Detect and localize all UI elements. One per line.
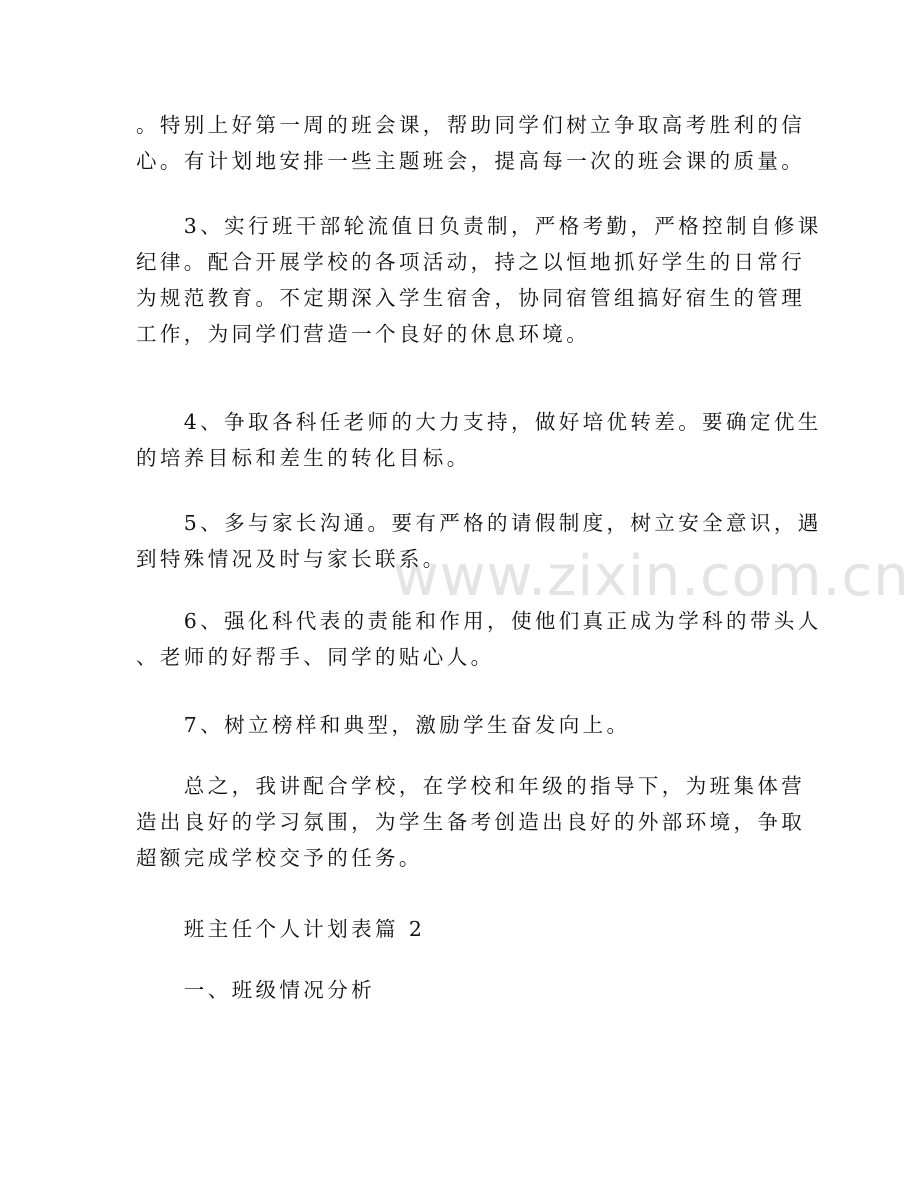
- paragraph-item-3: [136, 208, 822, 352]
- paragraph-item-7: [136, 707, 788, 743]
- text-line: 6、强化科代表的责能和作用，使他们真正成为学科的带头人: [136, 609, 822, 633]
- text-line: 、老师的好帮手、同学的贴心人。: [136, 645, 495, 669]
- text-line: 造出良好的学习氛围，为学生备考创造出良好的外部环境，争取: [136, 810, 806, 834]
- watermark: www.zixin.com.cn: [393, 544, 910, 609]
- text-line: 到特殊情况及时与家长联系。: [136, 547, 447, 571]
- text-line: 总之，我讲配合学校，在学校和年级的指导下，为班集体营: [136, 774, 806, 798]
- text-line: 一、班级情况分析: [136, 978, 375, 1002]
- text-line: 为规范教育。不定期深入学生宿舍，协同宿管组搞好宿生的管理: [136, 286, 806, 310]
- paragraph-summary: [136, 768, 806, 876]
- section-heading: [136, 972, 788, 1008]
- paragraph-item-4: [136, 404, 822, 476]
- text-line: 工作，为同学们营造一个良好的休息环境。: [136, 322, 591, 346]
- paragraph-item-5: [136, 505, 822, 577]
- section-title: [136, 911, 788, 947]
- text-line: 3、实行班干部轮流值日负责制，严格考勤，严格控制自修课: [136, 214, 822, 238]
- paragraph-class-meeting: [136, 107, 806, 179]
- text-line: 超额完成学校交予的任务。: [136, 846, 423, 870]
- text-line: 4、争取各科任老师的大力支持，做好培优转差。要确定优生: [136, 410, 822, 434]
- text-line: 的培养目标和差生的转化目标。: [136, 446, 471, 470]
- text-line: 5、多与家长沟通。要有严格的请假制度，树立安全意识，遇: [136, 511, 822, 535]
- text-line: 7、树立榜样和典型，激励学生奋发向上。: [136, 713, 631, 737]
- text-line: 心。有计划地安排一些主题班会，提高每一次的班会课的质量。: [136, 149, 806, 173]
- text-line: 。特别上好第一周的班会课，帮助同学们树立争取高考胜利的信: [136, 113, 806, 137]
- paragraph-item-6: [136, 603, 822, 675]
- text-line: 纪律。配合开展学校的各项活动，持之以恒地抓好学生的日常行: [136, 250, 806, 274]
- text-line: 班主任个人计划表篇 2: [136, 917, 426, 941]
